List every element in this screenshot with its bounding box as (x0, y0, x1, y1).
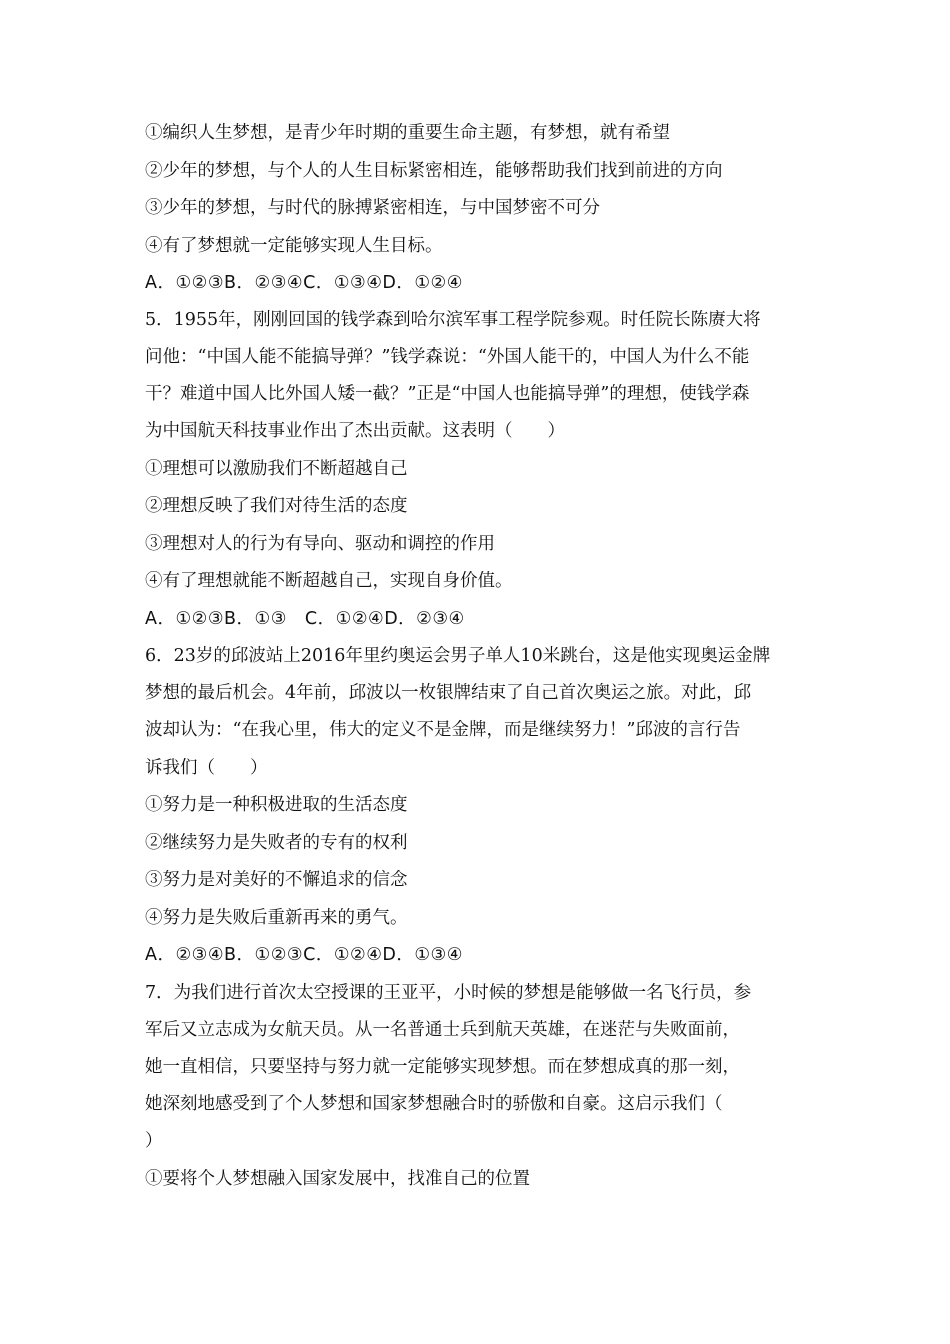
question-7-stem-line: ） (145, 1131, 163, 1151)
question-5-answer-choices: A．①②③B．①③ C．①②④D．②③④ (145, 609, 465, 629)
question-5-stem-line: 为中国航天科技事业作出了杰出贡献。这表明（ ） (145, 421, 565, 441)
question-6-option-1: ①努力是一种积极进取的生活态度 (145, 795, 408, 815)
option-2: ②少年的梦想，与个人的人生目标紧密相连，能够帮助我们找到前进的方向 (145, 161, 723, 181)
question-7-stem-line: 她一直相信，只要坚持与努力就一定能够实现梦想。而在梦想成真的那一刻， (145, 1057, 740, 1077)
question-5-stem-line: 5．1955年，刚刚回国的钱学森到哈尔滨军事工程学院参观。时任院长陈赓大将 (145, 310, 761, 330)
question-7-stem-line: 7．为我们进行首次太空授课的王亚平，小时候的梦想是能够做一名飞行员，参 (145, 983, 752, 1003)
question-5-option-4: ④有了理想就能不断超越自己，实现自身价值。 (145, 571, 513, 591)
question-7-option-1: ①要将个人梦想融入国家发展中，找准自己的位置 (145, 1169, 530, 1189)
option-4: ④有了梦想就一定能够实现人生目标。 (145, 236, 443, 256)
question-6-stem-line: 波却认为：“在我心里，伟大的定义不是金牌，而是继续努力！”邱波的言行告 (145, 720, 741, 740)
answer-choices: A．①②③B．②③④C．①③④D．①②④ (145, 273, 463, 293)
question-6-stem-line: 诉我们（ ） (145, 758, 268, 778)
option-1: ①编织人生梦想，是青少年时期的重要生命主题，有梦想，就有希望 (145, 123, 670, 143)
question-6-stem-line: 6．23岁的邱波站上2016年里约奥运会男子单人10米跳台，这是他实现奥运金牌 (145, 646, 771, 666)
question-6-option-4: ④努力是失败后重新再来的勇气。 (145, 908, 408, 928)
question-7-stem-line: 军后又立志成为女航天员。从一名普通士兵到航天英雄，在迷茫与失败面前， (145, 1020, 740, 1040)
question-6-option-3: ③努力是对美好的不懈追求的信念 (145, 870, 408, 890)
option-3: ③少年的梦想，与时代的脉搏紧密相连，与中国梦密不可分 (145, 198, 600, 218)
question-5-stem-line: 干？难道中国人比外国人矮一截？”正是“中国人也能搞导弹”的理想，使钱学森 (145, 384, 750, 404)
question-5-stem-line: 问他：“中国人能不能搞导弹？”钱学森说：“外国人能干的，中国人为什么不能 (145, 347, 750, 367)
question-5-option-1: ①理想可以激励我们不断超越自己 (145, 459, 408, 479)
question-5-option-2: ②理想反映了我们对待生活的态度 (145, 496, 408, 516)
question-6-answer-choices: A．②③④B．①②③C．①②④D．①③④ (145, 945, 463, 965)
question-5-option-3: ③理想对人的行为有导向、驱动和调控的作用 (145, 534, 495, 554)
question-6-option-2: ②继续努力是失败者的专有的权利 (145, 833, 408, 853)
question-6-stem-line: 梦想的最后机会。4年前，邱波以一枚银牌结束了自己首次奥运之旅。对此，邱 (145, 683, 752, 703)
question-7-stem-line: 她深刻地感受到了个人梦想和国家梦想融合时的骄傲和自豪。这启示我们（ (145, 1094, 723, 1114)
